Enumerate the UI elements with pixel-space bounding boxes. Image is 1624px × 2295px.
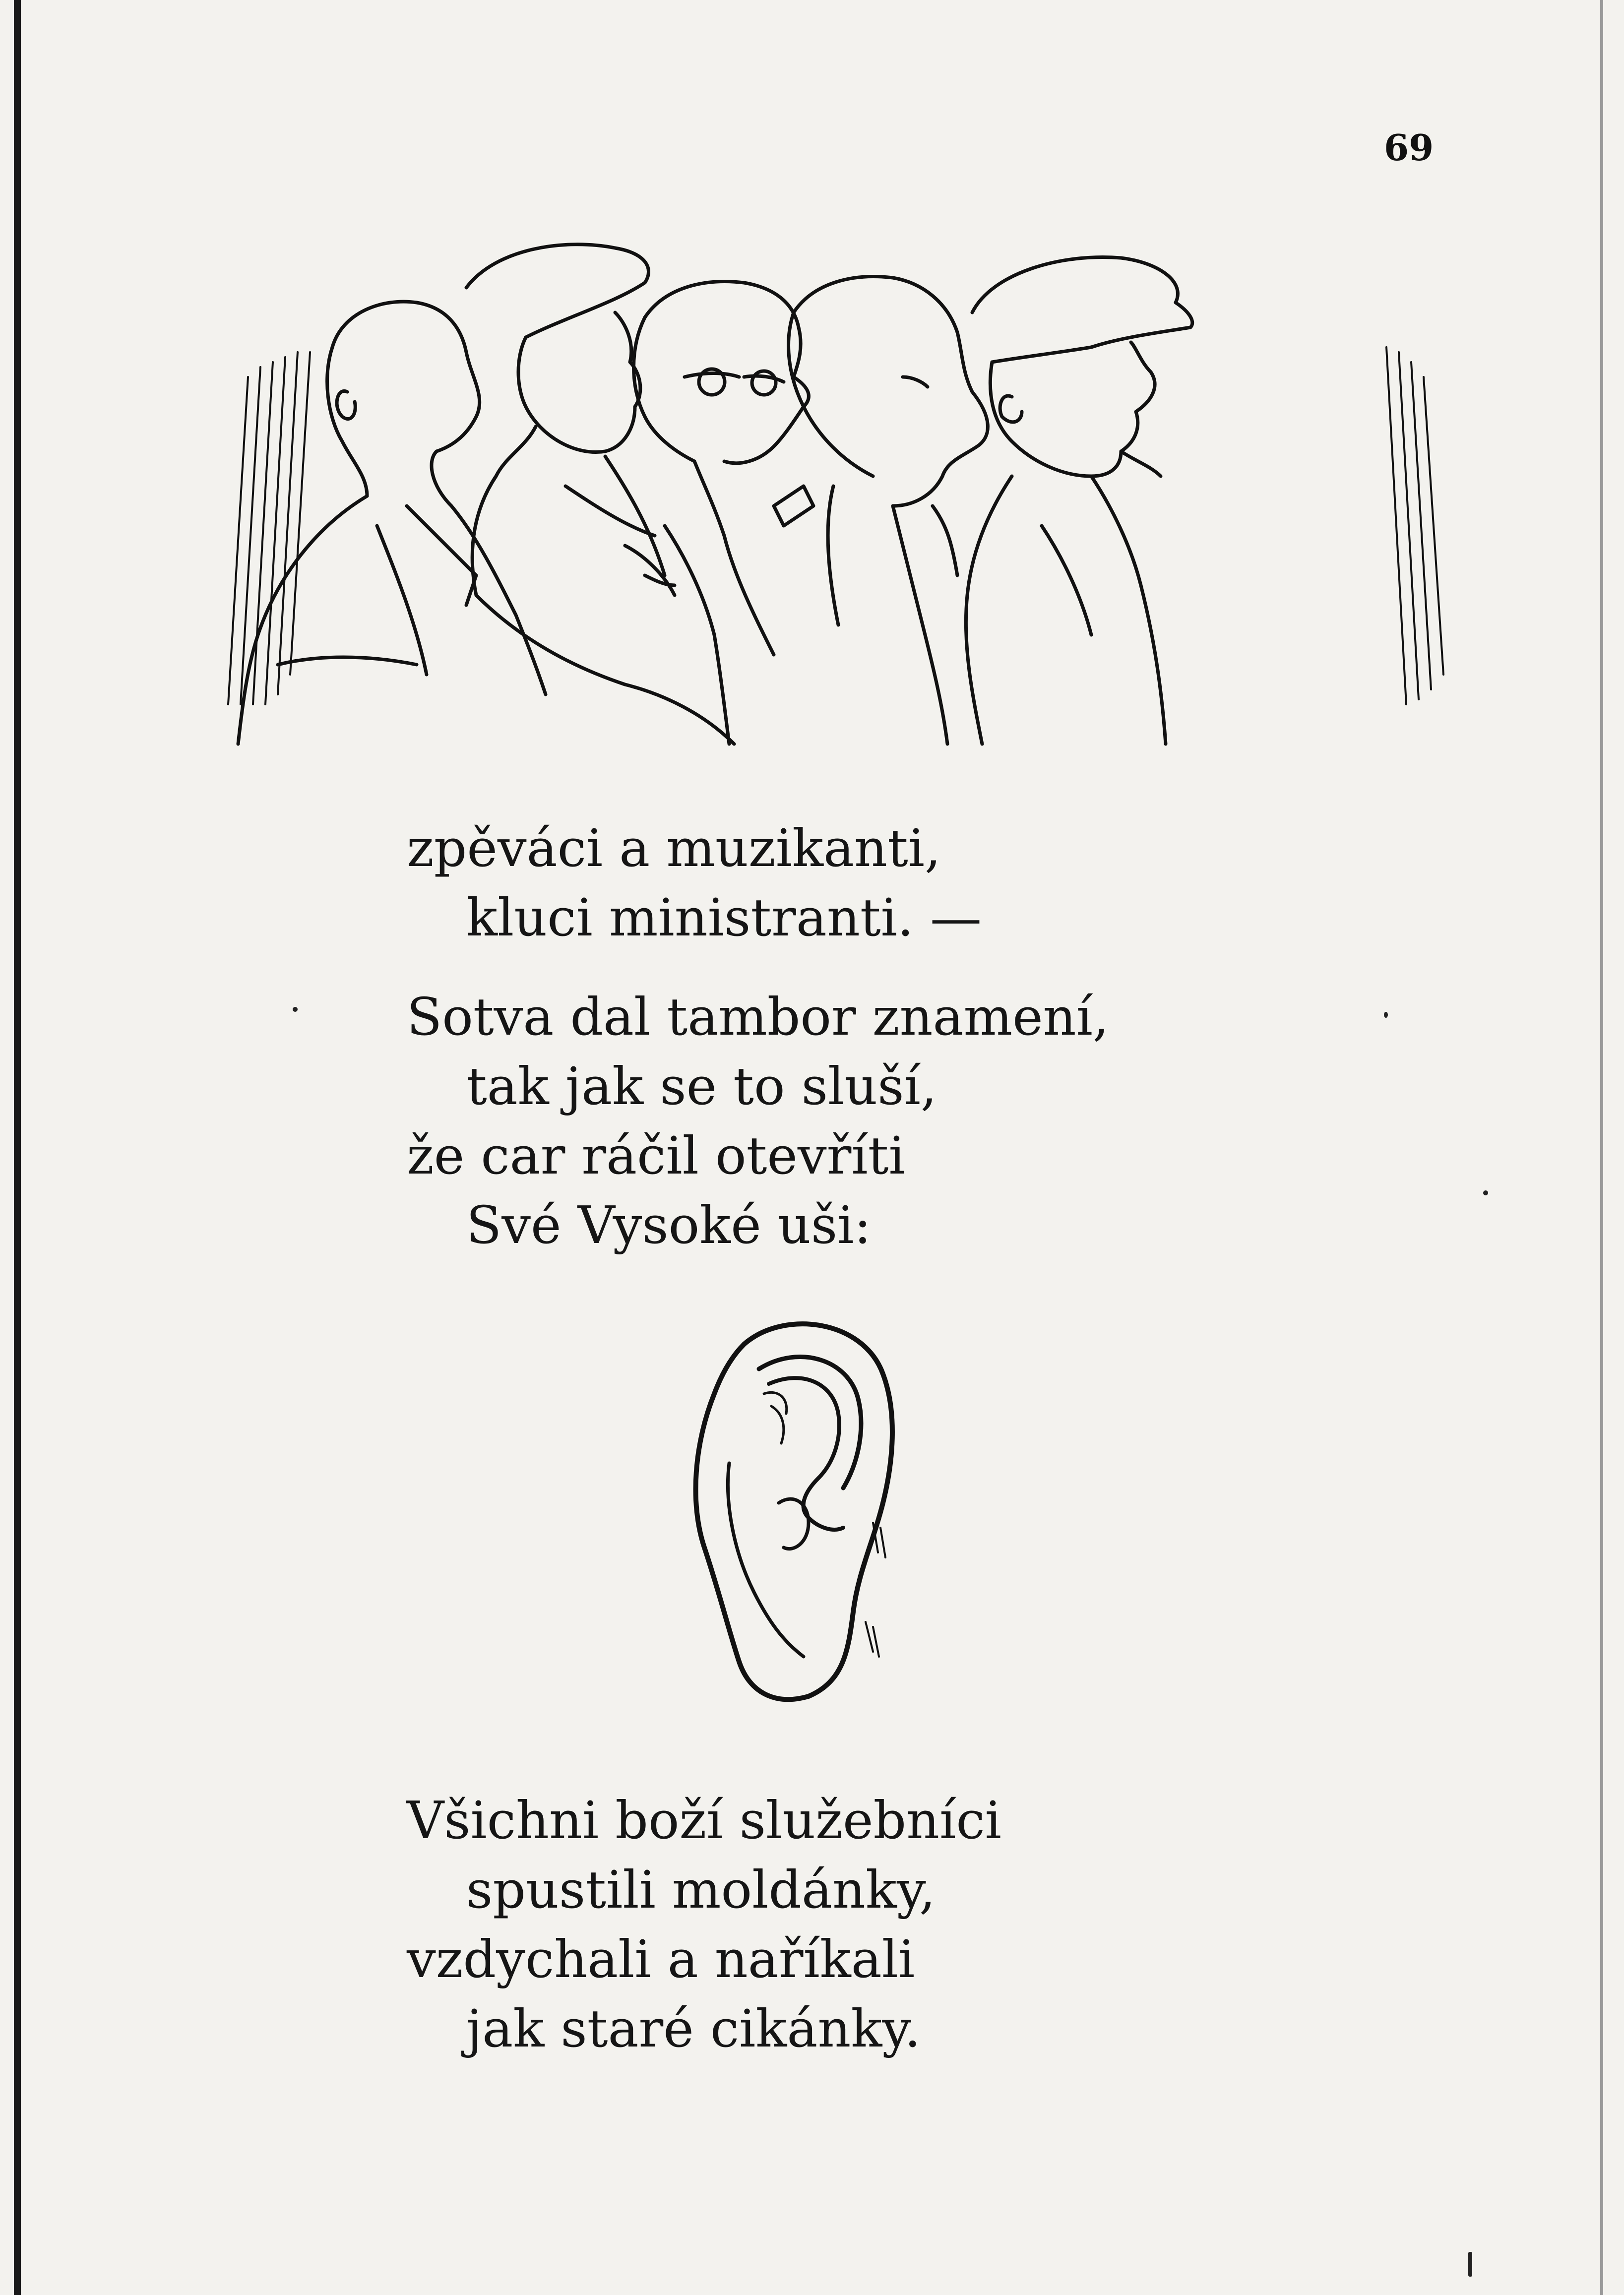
- stanza-2-line-3: že car ráčil otevříti: [407, 1125, 905, 1186]
- hook-nosed-man-figure: [789, 277, 988, 744]
- scan-speck: [293, 1007, 298, 1012]
- stanza-1: [407, 813, 1498, 952]
- stanza-2-line-1: Sotva dal tambor znamení,: [407, 987, 1109, 1047]
- page-left-edge: [14, 0, 21, 2295]
- capped-man-figure: [466, 245, 734, 744]
- stanza-3-line-3: vzdychali a naříkali: [407, 1929, 915, 1989]
- flat-cap-man-figure: [966, 257, 1192, 744]
- stanza-3-line-2: spustili moldánky,: [466, 1860, 936, 1920]
- scan-speck: [1483, 1190, 1488, 1195]
- page-right-edge: [1600, 0, 1603, 2295]
- stanza-2-line-2: tak jak se to sluší,: [466, 1056, 937, 1116]
- stanza-2: [407, 982, 1498, 1260]
- stanza-3: [407, 1786, 1498, 2063]
- stanza-3-line-1: Všichni boží služebníci: [407, 1790, 1001, 1851]
- scan-speck: [1384, 1012, 1388, 1018]
- ear-illustration: [685, 1314, 913, 1726]
- crowd-illustration: [218, 228, 1448, 754]
- scan-speck: [1468, 2252, 1472, 2277]
- stanza-2-line-4: Své Vysoké uši:: [466, 1195, 872, 1255]
- page-number: 69: [1384, 126, 1434, 169]
- stanza-3-line-4: jak staré cikánky.: [466, 1998, 921, 2059]
- hatching-left: [228, 352, 310, 704]
- woman-with-glasses-figure: [634, 282, 814, 744]
- stanza-1-line-2: kluci ministranti. —: [466, 887, 982, 948]
- hatching-right: [1386, 347, 1443, 704]
- stanza-1-line-1: zpěváci a muzikanti,: [407, 818, 941, 878]
